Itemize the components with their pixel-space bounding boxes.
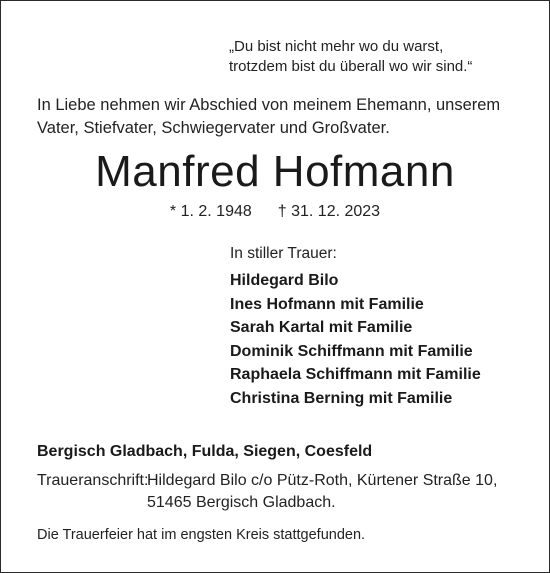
life-dates	[1, 202, 549, 222]
address-label: Traueranschrift:	[37, 472, 149, 489]
mourner-name: Raphaela Schiffmann mit Familie	[230, 366, 481, 384]
address-line-2: 51465 Bergisch Gladbach.	[147, 494, 336, 511]
quote-line-2: trotzdem bist du überall wo wir sind.“	[229, 58, 473, 75]
mourner-name: Ines Hofmann mit Familie	[230, 295, 424, 313]
quote-line-1: „Du bist nicht mehr wo du warst,	[229, 38, 444, 55]
mourner-name: Christina Berning mit Familie	[230, 389, 453, 407]
birth-date: * 1. 2. 1948	[169, 203, 252, 220]
memorial-quote	[229, 37, 472, 77]
death-date: † 31. 12. 2023	[277, 203, 381, 220]
mourner-name: Hildegard Bilo	[230, 272, 339, 289]
address-line-1: Hildegard Bilo c/o Pütz-Roth, Kürtener Straße 10,	[147, 472, 498, 489]
mourning-address	[37, 470, 497, 514]
mourning-label: In stiller Trauer:	[230, 245, 337, 262]
mourner-name: Dominik Schiffmann mit Familie	[230, 342, 473, 360]
funeral-note: Die Trauerfeier hat im engsten Kreis stattgefunden.	[37, 527, 366, 543]
intro-line-1: In Liebe nehmen wir Abschied von meinem Ehemann, unserem	[37, 96, 501, 114]
mourners-list	[230, 269, 481, 411]
intro-line-2: Vater, Stiefvater, Schwiegervater und Großvater.	[37, 119, 390, 137]
intro-text	[37, 94, 517, 140]
deceased-name: Manfred Hofmann	[95, 147, 455, 196]
cities-line: Bergisch Gladbach, Fulda, Siegen, Coesfeld	[37, 443, 373, 460]
mourner-name: Sarah Kartal mit Familie	[230, 319, 413, 337]
